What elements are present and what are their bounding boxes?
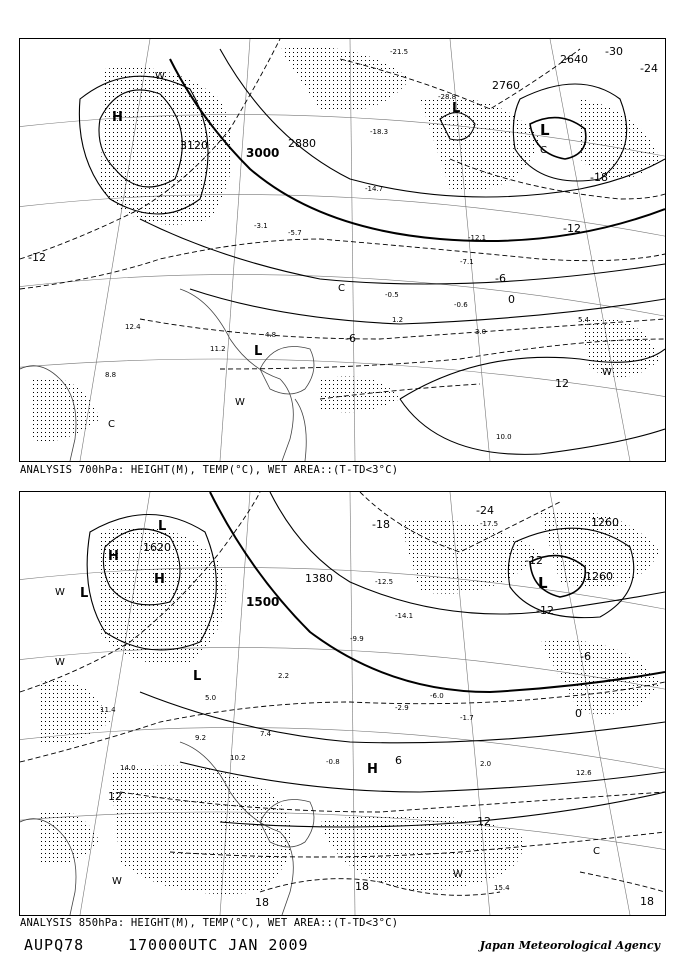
station-value: 12.6 bbox=[576, 769, 592, 777]
warm-marker: W bbox=[453, 869, 463, 880]
height-label: 1260 bbox=[591, 516, 619, 529]
warm-marker: W bbox=[55, 587, 65, 598]
high-pressure-center: H bbox=[112, 110, 123, 125]
station-value: -28.8 bbox=[438, 93, 457, 101]
station-value: 10.0 bbox=[496, 433, 512, 441]
warm-marker: W bbox=[235, 397, 245, 408]
low-pressure-center: L bbox=[80, 586, 89, 601]
station-value: -0.8 bbox=[326, 758, 340, 766]
temp-label: 12 bbox=[555, 377, 569, 390]
map-700hpa-canvas bbox=[20, 39, 665, 461]
warm-marker: W bbox=[55, 657, 65, 668]
temp-label: 18 bbox=[255, 896, 269, 909]
height-label: 1500 bbox=[246, 595, 280, 609]
station-value: -6.0 bbox=[430, 692, 444, 700]
height-label: 1260 bbox=[585, 570, 613, 583]
height-label: 2760 bbox=[492, 79, 520, 92]
height-label: 1380 bbox=[305, 572, 333, 585]
station-value: 9.2 bbox=[195, 734, 207, 742]
low-pressure-center: L bbox=[452, 101, 461, 116]
high-pressure-center: H bbox=[154, 572, 165, 587]
cold-marker: C bbox=[338, 283, 345, 294]
station-value: -0.5 bbox=[385, 291, 399, 299]
temp-label: -6 bbox=[495, 272, 506, 285]
low-pressure-center: L bbox=[540, 121, 550, 139]
temp-label: -18 bbox=[590, 171, 608, 184]
station-value: 11.2 bbox=[210, 345, 226, 353]
low-pressure-center: L bbox=[254, 344, 263, 359]
station-value: 2.2 bbox=[278, 672, 290, 680]
map-700hpa bbox=[19, 38, 666, 462]
valid-time: 170000UTC JAN 2009 bbox=[128, 936, 309, 954]
temp-label: 18 bbox=[355, 880, 369, 893]
station-value: -17.5 bbox=[480, 520, 499, 528]
warm-marker: W bbox=[155, 71, 165, 82]
station-value: -14.1 bbox=[395, 612, 414, 620]
cold-marker: C bbox=[540, 145, 547, 156]
station-value: 8.8 bbox=[105, 371, 117, 379]
station-value: 2.0 bbox=[480, 760, 492, 768]
agency-name: Japan Meteorological Agency bbox=[479, 939, 660, 952]
temp-label: 12 bbox=[108, 790, 122, 803]
station-value: -0.6 bbox=[454, 301, 468, 309]
station-value: 7.4 bbox=[260, 730, 272, 738]
station-value: 3.0 bbox=[475, 328, 487, 336]
station-value: -7.1 bbox=[460, 258, 474, 266]
height-label: 1620 bbox=[143, 541, 171, 554]
station-value: -5.7 bbox=[288, 229, 302, 237]
height-label: 3000 bbox=[246, 146, 280, 160]
height-label: 2640 bbox=[560, 53, 588, 66]
station-value: -14.7 bbox=[365, 185, 384, 193]
low-pressure-center: L bbox=[538, 574, 548, 592]
temp-label: 6 bbox=[395, 754, 402, 767]
station-value: 5.0 bbox=[205, 694, 217, 702]
temp-label: -24 bbox=[476, 504, 494, 517]
station-value: 10.2 bbox=[230, 754, 246, 762]
station-value: 12.4 bbox=[125, 323, 141, 331]
height-label: 3120 bbox=[180, 139, 208, 152]
low-pressure-center: L bbox=[158, 519, 167, 534]
station-value: 1.2 bbox=[392, 316, 404, 324]
cold-marker: C bbox=[108, 419, 115, 430]
temp-label: -12 bbox=[536, 604, 554, 617]
cold-marker: C bbox=[593, 846, 600, 857]
warm-marker: W bbox=[112, 876, 122, 887]
station-value: 14.0 bbox=[120, 764, 136, 772]
height-label: 2880 bbox=[288, 137, 316, 150]
station-value: -12.5 bbox=[375, 578, 394, 586]
station-value: 15.4 bbox=[494, 884, 510, 892]
station-value: -12.1 bbox=[468, 234, 487, 242]
temp-label: -30 bbox=[605, 45, 623, 58]
temp-label: 18 bbox=[640, 895, 654, 908]
temp-label: 12 bbox=[477, 815, 491, 828]
temp-label: -12 bbox=[28, 251, 46, 264]
temp-label: -6 bbox=[345, 332, 356, 345]
station-value: -1.7 bbox=[460, 714, 474, 722]
high-pressure-center: H bbox=[367, 762, 378, 777]
temp-label: -6 bbox=[580, 650, 591, 663]
chart-code: AUPQ78 bbox=[24, 936, 85, 954]
station-value: -21.5 bbox=[390, 48, 409, 56]
station-value: -18.3 bbox=[370, 128, 389, 136]
low-pressure-center: L bbox=[193, 669, 202, 684]
station-value: 11.4 bbox=[100, 706, 116, 714]
temp-label: -12 bbox=[525, 554, 543, 567]
temp-label: 0 bbox=[508, 293, 515, 306]
station-value: 5.4 bbox=[578, 316, 590, 324]
caption-700hpa: ANALYSIS 700hPa: HEIGHT(M), TEMP(°C), WET AREA::(T-TD<3°C) bbox=[20, 464, 399, 476]
temp-label: -24 bbox=[640, 62, 658, 75]
warm-marker: W bbox=[602, 367, 612, 378]
caption-850hpa: ANALYSIS 850hPa: HEIGHT(M), TEMP(°C), WET AREA::(T-TD<3°C) bbox=[20, 917, 399, 929]
station-value: -2.9 bbox=[395, 704, 409, 712]
station-value: -3.1 bbox=[254, 222, 268, 230]
temp-label: -18 bbox=[372, 518, 390, 531]
station-value: 4.8 bbox=[265, 331, 277, 339]
temp-label: -12 bbox=[563, 222, 581, 235]
high-pressure-center: H bbox=[108, 549, 119, 564]
temp-label: 0 bbox=[575, 707, 582, 720]
map-850hpa-canvas bbox=[20, 492, 665, 915]
map-850hpa bbox=[19, 491, 666, 916]
station-value: -9.9 bbox=[350, 635, 364, 643]
